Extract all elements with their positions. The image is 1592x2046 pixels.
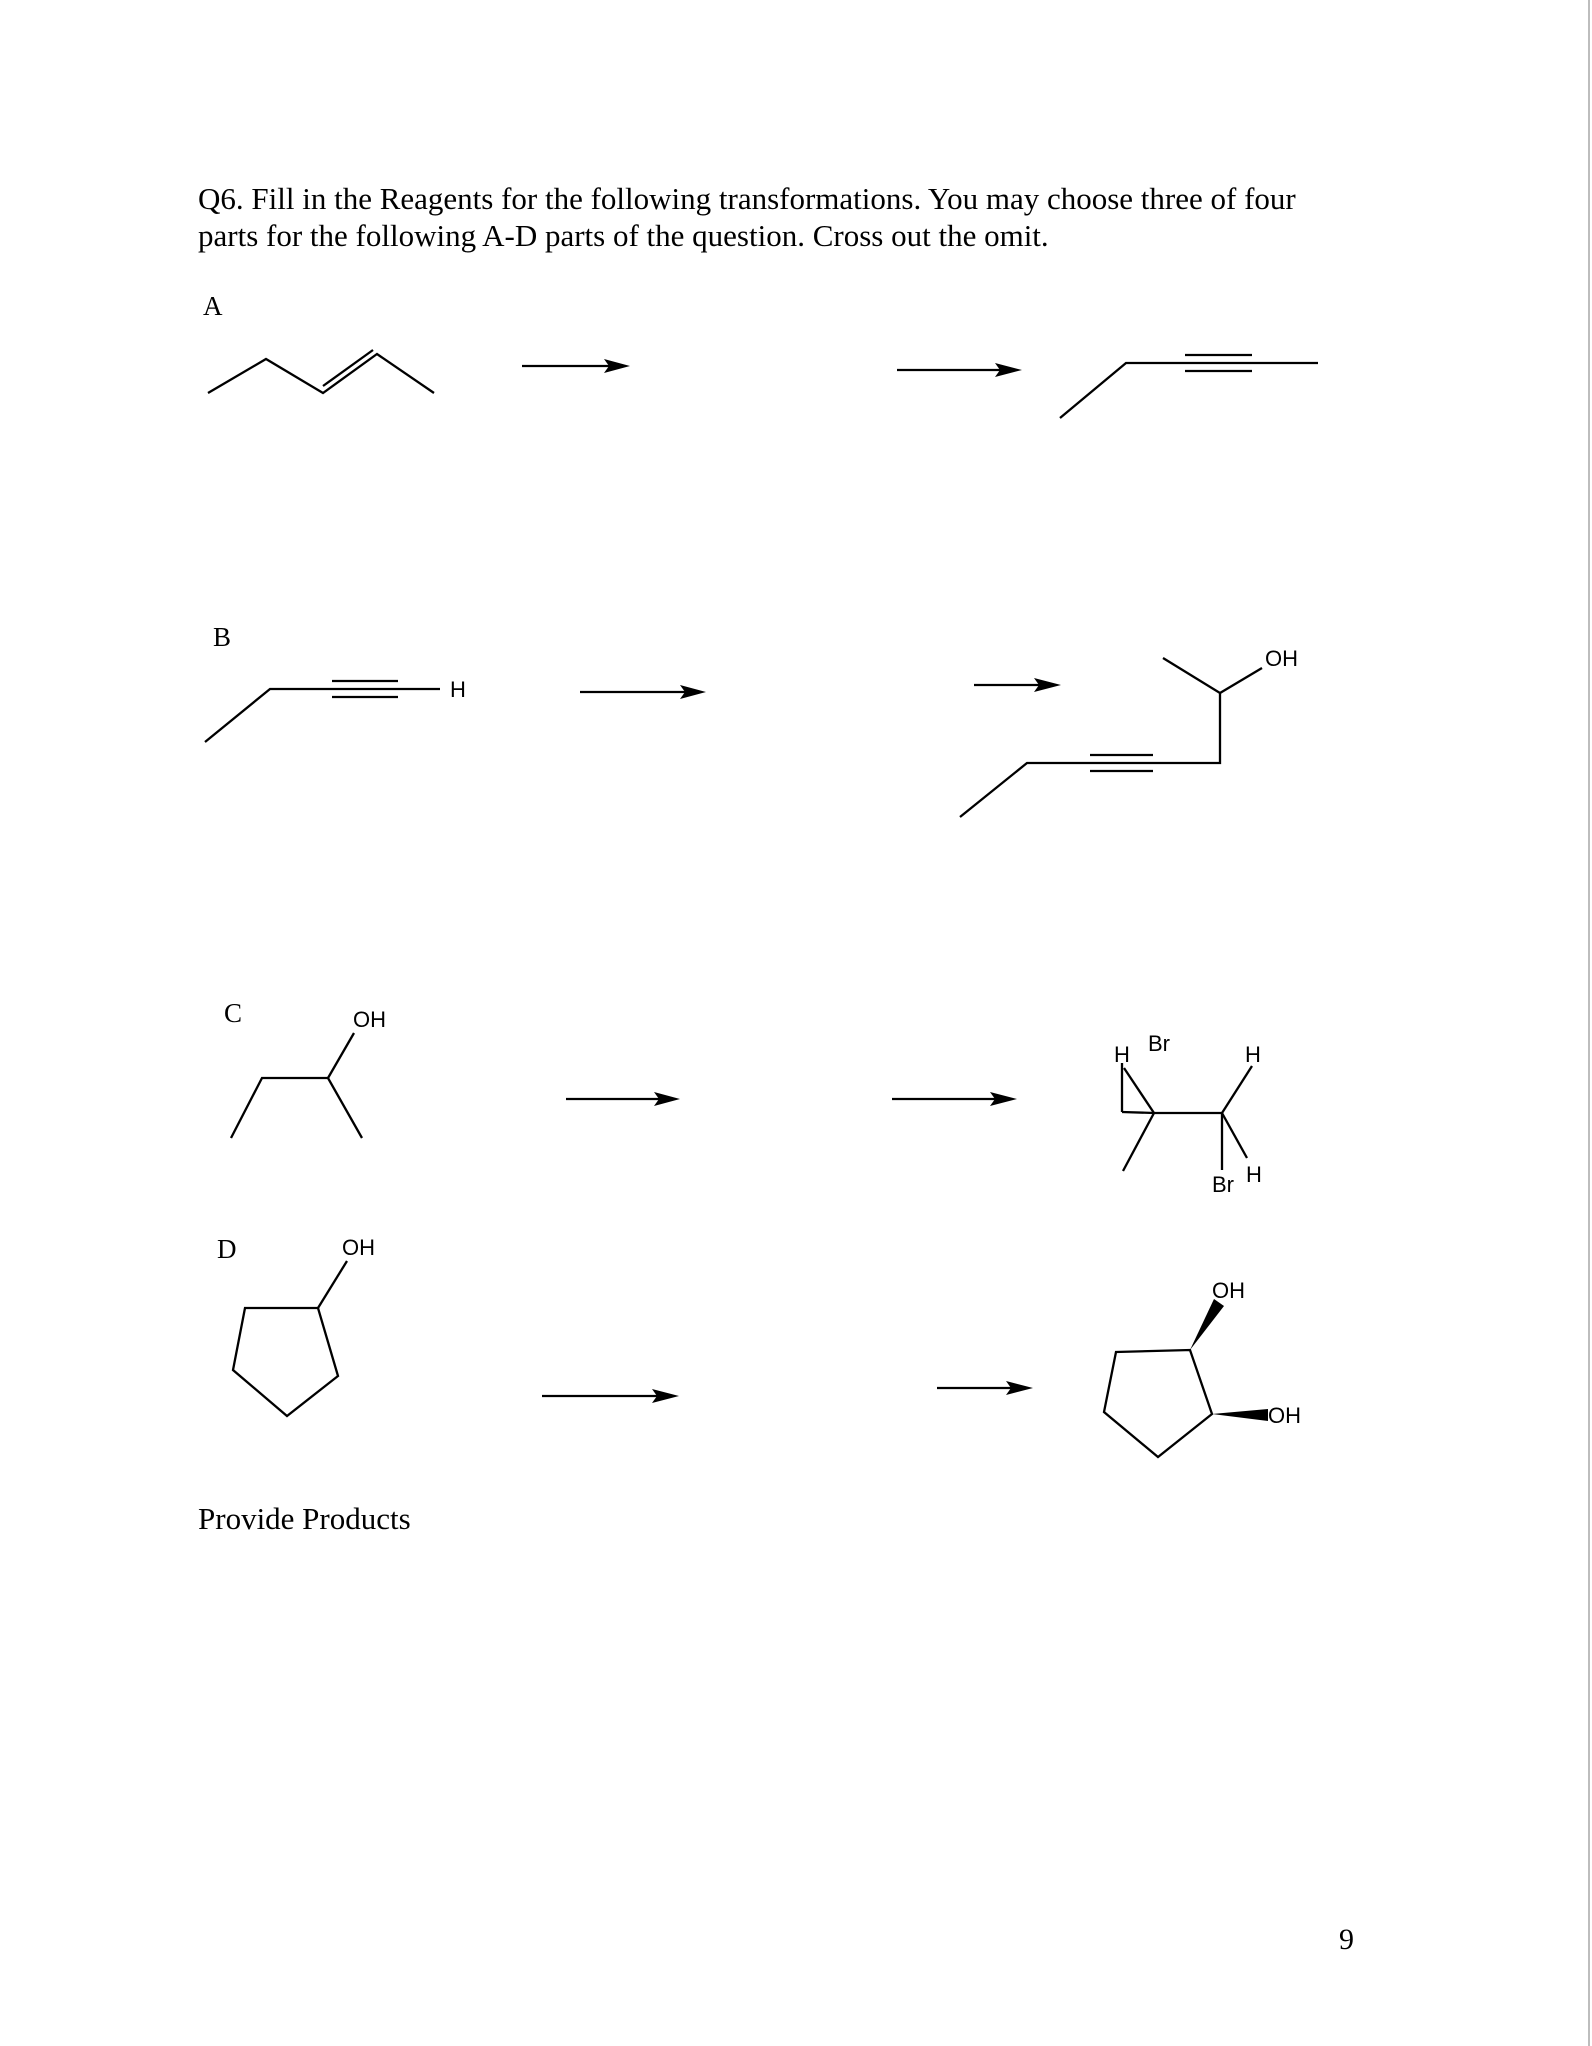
part-c-product-vicinal-dibromide	[1114, 1031, 1262, 1197]
part-b-atom-oh: OH	[1265, 646, 1298, 671]
part-d-atom-oh-top: OH	[1212, 1278, 1245, 1303]
part-a-label: A	[203, 291, 223, 321]
part-d-arrow-1	[542, 1389, 679, 1403]
part-d-product-trans-diol	[1104, 1278, 1301, 1457]
part-c-atom-h2: H	[1245, 1042, 1261, 1067]
part-d-label: D	[217, 1234, 237, 1264]
part-a-arrow-2	[897, 363, 1022, 377]
part-d-arrow-2	[937, 1381, 1033, 1395]
part-b-starting-material-1-butyne	[205, 677, 466, 742]
part-d-atom-oh-right: OH	[1268, 1403, 1301, 1428]
part-c-arrow-2	[892, 1092, 1017, 1106]
part-c-atom-oh: OH	[353, 1007, 386, 1032]
part-d-starting-material-cyclopentanol	[233, 1235, 375, 1416]
question-line-1: Q6. Fill in the Reagents for the following transformations. You may choose three of four	[198, 181, 1296, 216]
part-a-product-2-pentyne	[1060, 355, 1318, 418]
part-b-product-alkynol	[960, 646, 1298, 817]
part-c-starting-material-2-butanol	[231, 1007, 386, 1138]
part-c-atom-h1: H	[1114, 1042, 1130, 1067]
part-c-arrow-1	[566, 1092, 680, 1106]
part-b-label: B	[213, 622, 232, 652]
question-line-2: parts for the following A-D parts of the question. Cross out the omit.	[198, 218, 1049, 253]
part-b-atom-h: H	[450, 677, 466, 702]
part-d-wedge-bond-right	[1212, 1409, 1268, 1421]
part-d-wedge-bond-top	[1190, 1299, 1224, 1350]
page-number: 9	[1339, 1923, 1354, 1956]
provide-products-label: Provide Products	[198, 1501, 411, 1536]
part-c-atom-br1: Br	[1148, 1031, 1170, 1056]
part-c-atom-h3: H	[1246, 1162, 1262, 1187]
part-b-arrow-2	[974, 678, 1061, 692]
part-a-arrow-1	[522, 359, 630, 373]
part-d-atom-oh: OH	[342, 1235, 375, 1260]
part-c-label: C	[224, 998, 243, 1028]
part-a-starting-material-2-pentene	[208, 350, 434, 393]
part-c-atom-br2: Br	[1212, 1172, 1234, 1197]
part-b-arrow-1	[580, 685, 706, 699]
